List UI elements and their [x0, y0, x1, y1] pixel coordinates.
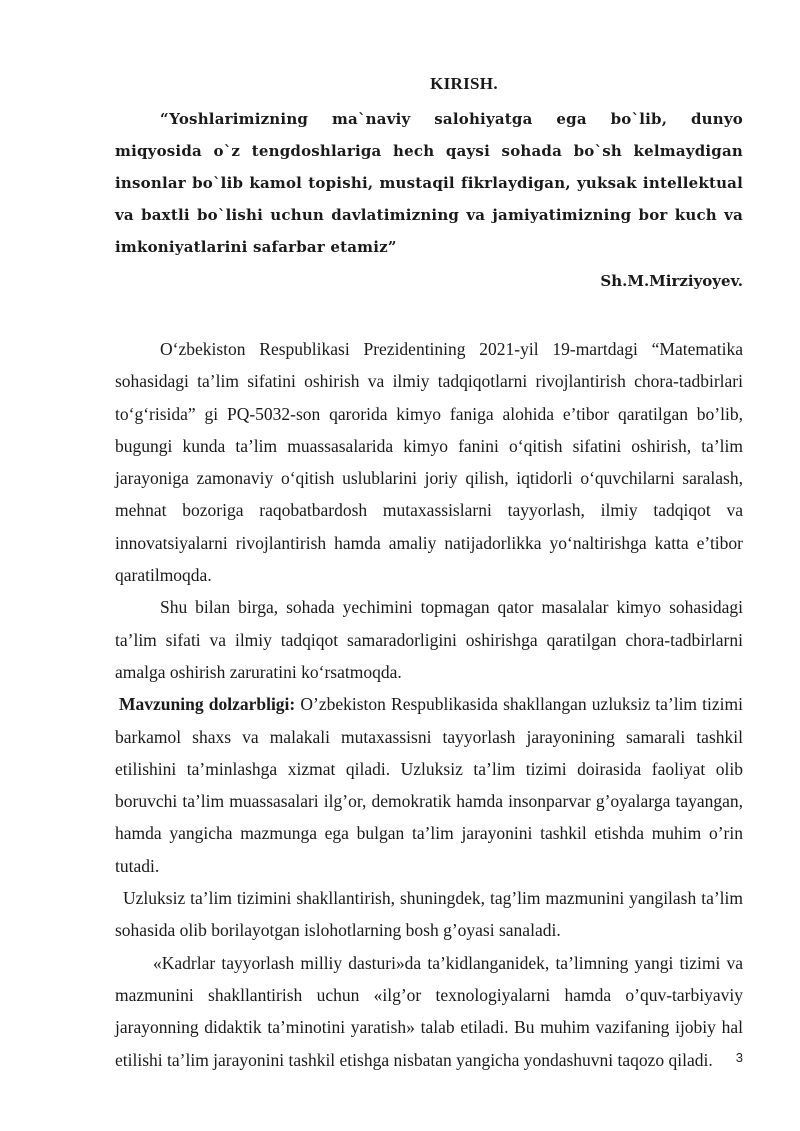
relevance-text: O’zbekiston Respublikasida shakllangan uzluksiz ta’lim tizimi barkamol shaxs va malakali mutaxassisni tayyorlash jarayonining samarali tashkil etilishini ta’minlashga xizmat qiladi. Uzluksiz ta’lim tizimi doirasida faoliyat olib boruvchi ta’lim muassasalari ilg’or, demokratik hamda insonparvar g’oyalarga tayangan, hamda yangicha mazmunga ega bulgan ta’lim jarayonini tashkil etishda muhim o’rin tutadi. [115, 694, 743, 876]
paragraph-issues: Shu bilan birga, sohada yechimini topmagan qator masalalar kimyo sohasidagi ta’lim sifati va ilmiy tadqiqot samaradorligini oshirishga qaratilgan chora-tadbirlarni amalga oshirish zaruratini ko‘rsatmoqda. [115, 597, 743, 682]
relevance-heading: Mavzuning dolzarbligi: [119, 694, 296, 715]
page-title: KIRISH. [430, 74, 498, 93]
document-page [115, 74, 743, 1076]
epigraph-quote: “Yoshlarimizning ma`naviy salohiyatga ega bo`lib, dunyo miqyosida o`z tengdoshlariga hech qaysi sohada bo`sh kelmaydigan insonlar bo`lib kamol topishi, mustaqil fikrlaydigan, yuksak intellektual va baxtli bo`lishi uchun davlatimizning va jamiyatimizning bor kuch va imkoniyatlarini safarbar etamiz” [115, 110, 743, 256]
paragraph-decree: O‘zbekiston Respublikasi Prezidentining 2021-yil 19-martdagi “Matematika sohasidagi ta’lim sifatini oshirish va ilmiy tadqiqotlarni rivojlantirish chora-tadbirlari to‘g‘risida” gi PQ-5032-son qarorida kimyo faniga alohida e’tibor qaratilgan bo’lib, bugungi kunda ta’lim muassasalarida kimyo fanini o‘qitish sifatini oshirish, ta’lim jarayoniga zamonaviy o‘qitish uslublarini joriy qilish, iqtidorli o‘quvchilarni saralash, mehnat bozoriga raqobatbardosh mutaxassislarni tayyorlash, ilmiy tadqiqot va innovatsiyalarni rivojlantirish hamda amaliy natijadorlikka yo‘naltirishga katta e’tibor qaratilmoqda. [115, 339, 743, 586]
paragraph-relevance [115, 688, 743, 882]
paragraph-national-program: «Kadrlar tayyorlash milliy dasturi»da ta’kidlanganidek, ta’limning yangi tizimi va mazmunini shakllantirish uchun «ilg’or texnologiyalarni hamda o’quv-tarbiyaviy jarayonning didaktik ta’minotini yaratish» talab etiladi. Bu muhim vazifaning ijobiy hal etilishi ta’lim jarayonini tashkil etishga nisbatan yangicha yondashuvni taqozo qiladi. [115, 952, 743, 1070]
page-number: 3 [735, 1050, 743, 1065]
epigraph-author: Sh.M.Mirziyoyev. [600, 272, 743, 290]
paragraph-continuous-education: Uzluksiz ta’lim tizimini shakllantirish, shuningdek, tag’lim mazmunini yangilash ta’lim sohasida olib borilayotgan islohotlarning bosh g’oyasi sanaladi. [115, 888, 743, 941]
